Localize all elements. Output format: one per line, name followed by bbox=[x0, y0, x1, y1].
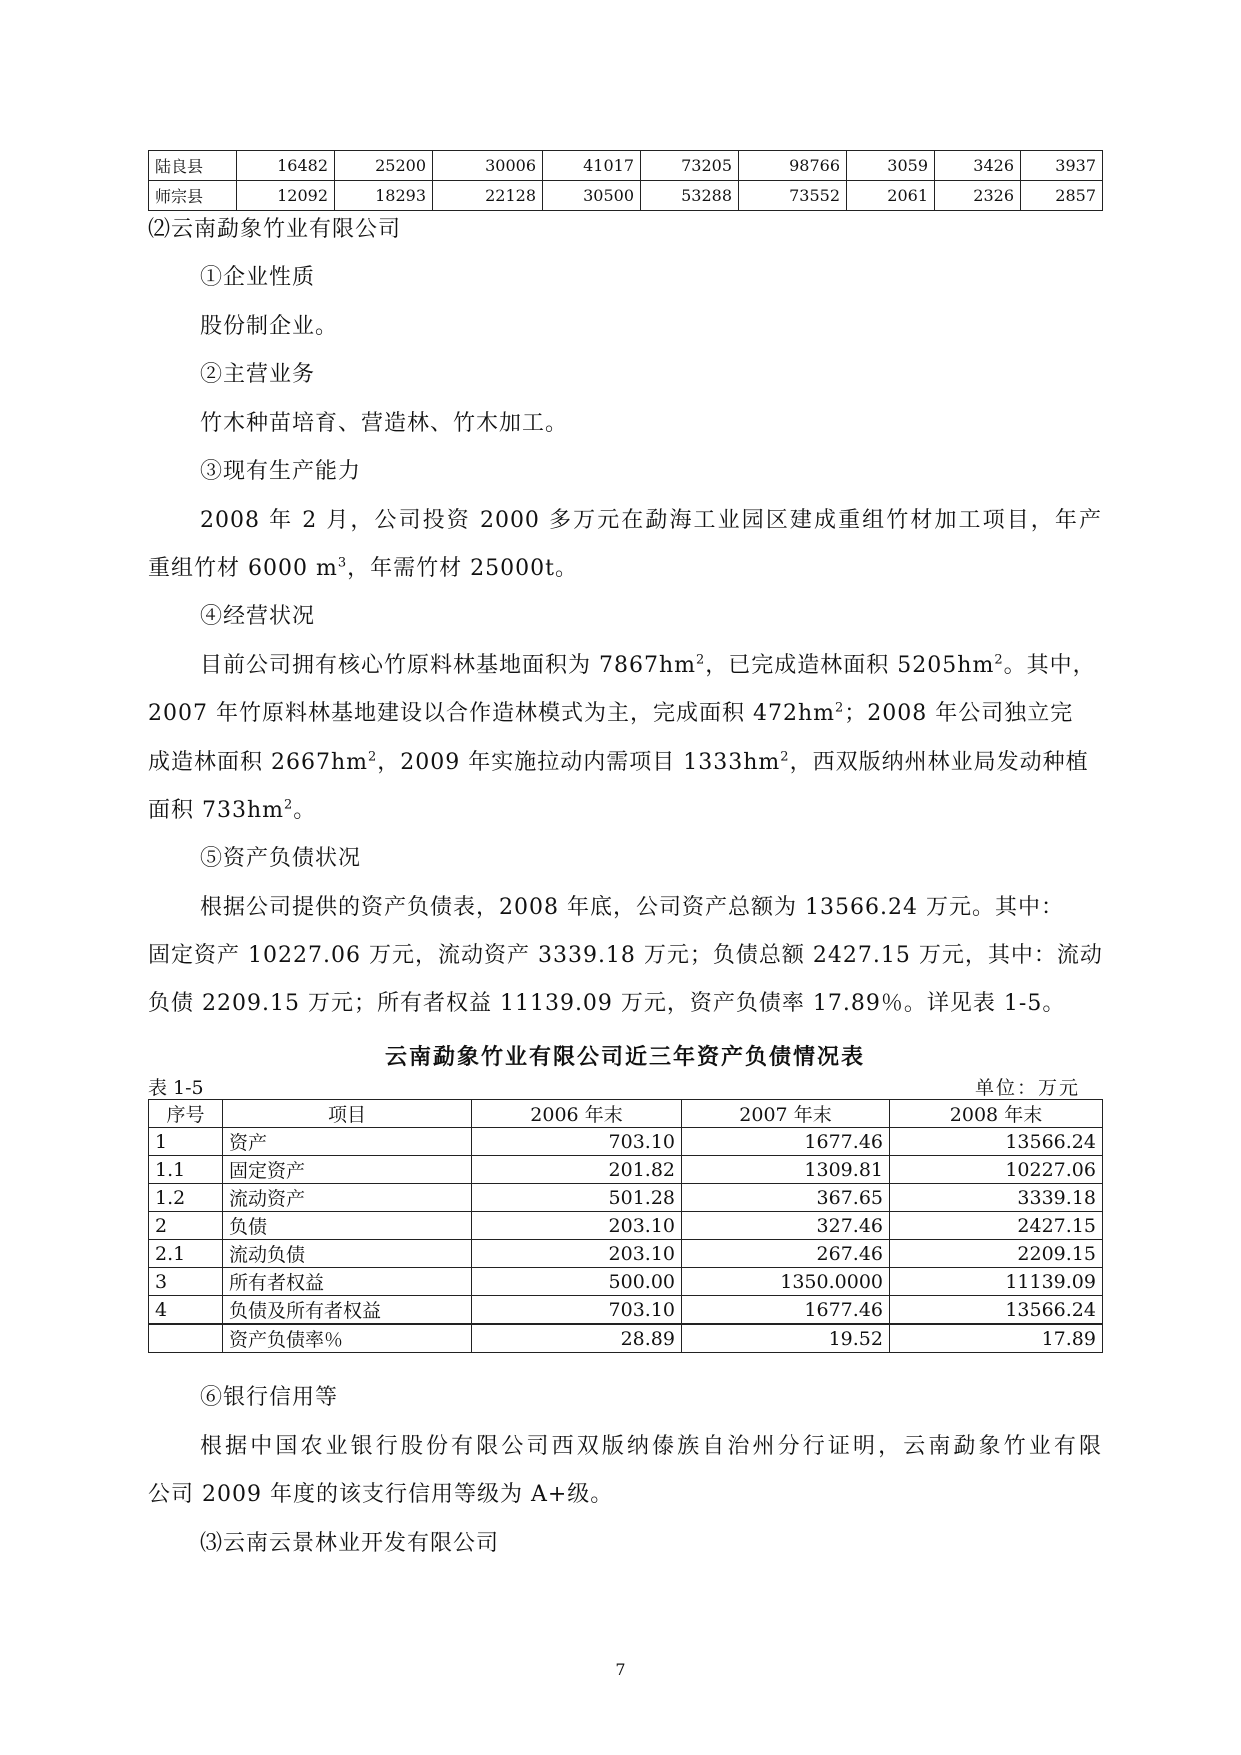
county-table bbox=[148, 150, 1103, 211]
table-cell: 53288 bbox=[641, 181, 739, 211]
paragraph-line: 固定资产 10227.06 万元，流动资产 3339.18 万元；负债总额 2427.15 万元，其中：流动 bbox=[148, 943, 1103, 968]
table-row bbox=[149, 1296, 1103, 1325]
column-header: 2008 年末 bbox=[890, 1100, 1103, 1128]
table-cell: 12092 bbox=[237, 181, 335, 211]
subsection-heading: ④经营状况 bbox=[200, 604, 316, 629]
column-header: 2006 年末 bbox=[472, 1100, 682, 1128]
value-cell: 203.10 bbox=[472, 1212, 682, 1240]
text-run: 成造林面积 2667hm bbox=[148, 750, 369, 775]
table-cell: 3059 bbox=[847, 151, 935, 181]
item-cell: 资产 bbox=[223, 1128, 472, 1156]
county-name: 陆良县 bbox=[149, 151, 237, 181]
page-number: 7 bbox=[615, 1660, 626, 1679]
column-header: 2007 年末 bbox=[682, 1100, 890, 1128]
value-cell: 13566.24 bbox=[890, 1296, 1103, 1325]
paragraph-line bbox=[148, 749, 1102, 777]
value-cell: 17.89 bbox=[890, 1324, 1103, 1353]
table-cell: 73205 bbox=[641, 151, 739, 181]
text-run: 。 bbox=[293, 798, 317, 823]
value-cell: 327.46 bbox=[682, 1212, 890, 1240]
superscript: 2 bbox=[368, 749, 378, 765]
paragraph-line bbox=[148, 700, 1102, 728]
table-cell: 16482 bbox=[237, 151, 335, 181]
table-cell: 2061 bbox=[847, 181, 935, 211]
seq-cell: 1.2 bbox=[149, 1184, 223, 1212]
table-unit: 单位：万元 bbox=[974, 1077, 1080, 1099]
seq-cell: 2.1 bbox=[149, 1240, 223, 1268]
value-cell: 201.82 bbox=[472, 1156, 682, 1184]
seq-cell: 2 bbox=[149, 1212, 223, 1240]
table-cell: 22128 bbox=[433, 181, 543, 211]
paragraph-line: 负债 2209.15 万元；所有者权益 11139.09 万元，资产负债率 17.89％。详见表 1-5。 bbox=[148, 991, 1066, 1016]
paragraph: 股份制企业。 bbox=[200, 314, 339, 339]
seq-cell: 3 bbox=[149, 1268, 223, 1296]
table-row bbox=[149, 1212, 1103, 1240]
text-run: ，2009 年实施拉动内需项目 1333hm bbox=[377, 750, 781, 775]
text-run: ，已完成造林面积 5205hm bbox=[705, 653, 995, 678]
text-run: 2007 年竹原料林基地建设以合作造林模式为主，完成面积 472hm bbox=[148, 701, 835, 726]
table-title: 云南勐象竹业有限公司近三年资产负债情况表 bbox=[384, 1045, 865, 1070]
paragraph-line bbox=[148, 555, 1102, 583]
superscript: 2 bbox=[696, 652, 706, 668]
value-cell: 2427.15 bbox=[890, 1212, 1103, 1240]
value-cell: 3339.18 bbox=[890, 1184, 1103, 1212]
table-row bbox=[149, 181, 1103, 211]
subsection-heading: ②主营业务 bbox=[200, 362, 316, 387]
table-cell: 3426 bbox=[935, 151, 1021, 181]
seq-cell: 1 bbox=[149, 1128, 223, 1156]
county-name: 师宗县 bbox=[149, 181, 237, 211]
superscript: 2 bbox=[994, 652, 1004, 668]
table-cell: 73552 bbox=[739, 181, 847, 211]
table-row bbox=[149, 1324, 1103, 1353]
table-row bbox=[149, 1268, 1103, 1296]
value-cell: 367.65 bbox=[682, 1184, 890, 1212]
value-cell: 703.10 bbox=[472, 1128, 682, 1156]
column-header: 序号 bbox=[149, 1100, 223, 1128]
value-cell: 28.89 bbox=[472, 1324, 682, 1353]
paragraph-line: 根据公司提供的资产负债表，2008 年底，公司资产总额为 13566.24 万元。其中： bbox=[200, 895, 1064, 920]
table-row bbox=[149, 1128, 1103, 1156]
text-run: 重组竹材 6000 m bbox=[148, 556, 338, 581]
item-cell: 固定资产 bbox=[223, 1156, 472, 1184]
subsection-heading: ③现有生产能力 bbox=[200, 459, 362, 484]
value-cell: 267.46 bbox=[682, 1240, 890, 1268]
text-run: 目前公司拥有核心竹原料林基地面积为 7867hm bbox=[200, 653, 697, 678]
value-cell: 203.10 bbox=[472, 1240, 682, 1268]
text-run: ；2008 年公司独立完 bbox=[844, 701, 1074, 726]
item-cell: 负债及所有者权益 bbox=[223, 1296, 472, 1325]
balance-sheet-table bbox=[148, 1099, 1103, 1353]
item-cell: 流动资产 bbox=[223, 1184, 472, 1212]
table-cell: 18293 bbox=[335, 181, 433, 211]
text-run: ，年需竹材 25000t。 bbox=[347, 556, 578, 581]
superscript: 2 bbox=[284, 797, 294, 813]
section-heading: ⑵云南勐象竹业有限公司 bbox=[148, 217, 402, 242]
superscript: 2 bbox=[780, 749, 790, 765]
text-run: 。其中， bbox=[1003, 653, 1096, 678]
table-cell: 41017 bbox=[543, 151, 641, 181]
table-cell: 2326 bbox=[935, 181, 1021, 211]
item-cell: 流动负债 bbox=[223, 1240, 472, 1268]
value-cell: 501.28 bbox=[472, 1184, 682, 1212]
value-cell: 1309.81 bbox=[682, 1156, 890, 1184]
value-cell: 500.00 bbox=[472, 1268, 682, 1296]
superscript: 2 bbox=[835, 700, 845, 716]
paragraph-line: 公司 2009 年度的该支行信用等级为 A+级。 bbox=[148, 1482, 614, 1507]
table-cell: 30500 bbox=[543, 181, 641, 211]
seq-cell: 1.1 bbox=[149, 1156, 223, 1184]
table-row bbox=[149, 1240, 1103, 1268]
item-cell: 负债 bbox=[223, 1212, 472, 1240]
table-cell: 3937 bbox=[1021, 151, 1103, 181]
value-cell: 13566.24 bbox=[890, 1128, 1103, 1156]
table-cell: 2857 bbox=[1021, 181, 1103, 211]
item-cell: 资产负债率％ bbox=[223, 1324, 472, 1353]
value-cell: 19.52 bbox=[682, 1324, 890, 1353]
table-label: 表 1-5 bbox=[148, 1077, 204, 1099]
section-heading: ⑶云南云景林业开发有限公司 bbox=[200, 1531, 500, 1556]
table-row bbox=[149, 151, 1103, 181]
value-cell: 1350.0000 bbox=[682, 1268, 890, 1296]
value-cell: 1677.46 bbox=[682, 1128, 890, 1156]
paragraph-line bbox=[200, 652, 1102, 680]
value-cell: 2209.15 bbox=[890, 1240, 1103, 1268]
paragraph: 竹木种苗培育、营造林、竹木加工。 bbox=[200, 411, 569, 436]
column-header: 项目 bbox=[223, 1100, 472, 1128]
table-row bbox=[149, 1184, 1103, 1212]
subsection-heading: ⑥银行信用等 bbox=[200, 1385, 339, 1410]
value-cell: 11139.09 bbox=[890, 1268, 1103, 1296]
text-run: 面积 733hm bbox=[148, 798, 285, 823]
table-cell: 98766 bbox=[739, 151, 847, 181]
paragraph-line: 根据中国农业银行股份有限公司西双版纳傣族自治州分行证明，云南勐象竹业有限 bbox=[200, 1434, 1102, 1459]
table-row bbox=[149, 1156, 1103, 1184]
paragraph-line: 2008 年 2 月，公司投资 2000 多万元在勐海工业园区建成重组竹材加工项目，年产 bbox=[200, 508, 1102, 533]
value-cell: 10227.06 bbox=[890, 1156, 1103, 1184]
seq-cell bbox=[149, 1324, 223, 1353]
table-cell: 25200 bbox=[335, 151, 433, 181]
subsection-heading: ①企业性质 bbox=[200, 265, 316, 290]
table-cell: 30006 bbox=[433, 151, 543, 181]
superscript: 3 bbox=[337, 555, 348, 571]
paragraph-line bbox=[148, 797, 1102, 825]
table-header-row bbox=[149, 1100, 1103, 1128]
value-cell: 1677.46 bbox=[682, 1296, 890, 1325]
text-run: ，西双版纳州林业局发动种植 bbox=[789, 750, 1089, 775]
subsection-heading: ⑤资产负债状况 bbox=[200, 846, 362, 871]
value-cell: 703.10 bbox=[472, 1296, 682, 1325]
seq-cell: 4 bbox=[149, 1296, 223, 1325]
item-cell: 所有者权益 bbox=[223, 1268, 472, 1296]
